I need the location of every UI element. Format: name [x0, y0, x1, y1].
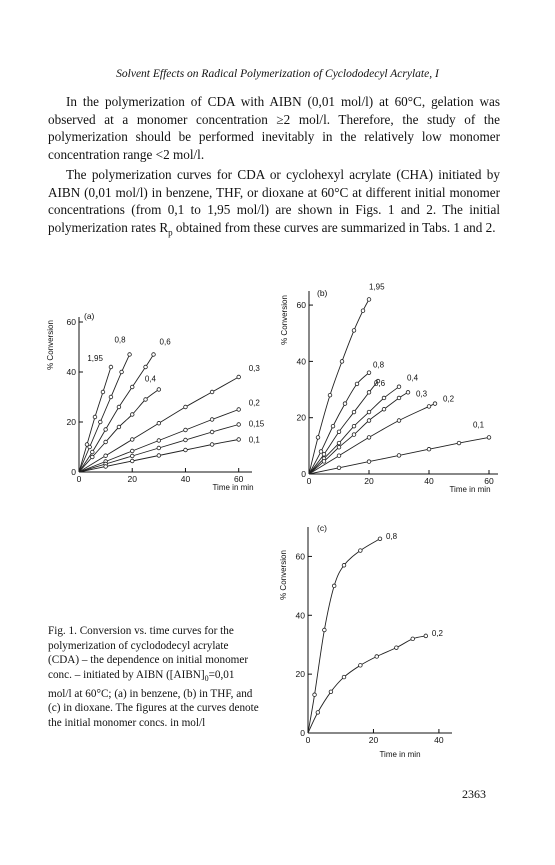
- data-point: [329, 690, 333, 694]
- y-tick-label: 60: [295, 551, 305, 562]
- series-label: 0,2: [248, 398, 260, 408]
- x-axis-title: Time in min: [212, 483, 254, 492]
- y-tick-label: 0: [71, 467, 76, 477]
- series-label: 0,15: [248, 419, 265, 429]
- y-axis-title: % Conversion: [46, 320, 55, 370]
- x-tick-label: 60: [233, 474, 244, 484]
- series-label: 0,4: [144, 374, 156, 384]
- paragraph-2-text-b: obtained from these curves are summarized in Tabs. 1 and 2.: [172, 219, 496, 235]
- x-tick-label: 40: [424, 476, 434, 486]
- series-label: 0,3: [248, 364, 260, 373]
- panel-label: (a): [84, 311, 95, 321]
- data-point: [395, 646, 399, 650]
- data-point: [375, 655, 379, 659]
- series-label: 0,6: [159, 337, 171, 347]
- series-label: 0,6: [374, 379, 386, 389]
- series-label: 0,8: [386, 531, 398, 541]
- series-label: 0,1: [473, 420, 485, 430]
- series-label: 1,95: [369, 282, 385, 292]
- y-tick-label: 60: [296, 300, 306, 311]
- series-label: 0,8: [373, 360, 385, 370]
- data-point: [359, 549, 363, 553]
- y-tick-label: 40: [296, 356, 306, 367]
- x-axis-title: Time in min: [379, 750, 421, 759]
- paragraph-2-text-a: The polymerization curves for CDA or cyclohexyl acrylate (CHA) initiated by AIBN (0,01 mol/l) in benzene, THF, or dioxane at 60°C at different initial monomer concentrations (from 0,1 to 1,95 mol/l) are shown in Figs. 1 and 2. The initial polymerization rates R: [48, 167, 500, 235]
- data-point: [332, 584, 336, 588]
- x-tick-label: 0: [76, 474, 82, 484]
- series-label: 0,3: [416, 389, 428, 399]
- y-tick-label: 20: [66, 417, 76, 427]
- x-tick-label: 20: [127, 474, 137, 484]
- running-head: Solvent Effects on Radical Polymerization of Cyclododecyl Acrylate, I: [116, 68, 439, 80]
- panel-label: (c): [317, 523, 327, 533]
- y-tick-label: 0: [300, 728, 305, 738]
- series-label: 0,4: [407, 373, 419, 383]
- x-tick-label: 40: [434, 735, 444, 745]
- y-tick-label: 0: [301, 469, 306, 479]
- x-tick-label: 0: [305, 735, 311, 745]
- data-point: [323, 628, 327, 632]
- x-axis-title: Time in min: [449, 485, 491, 494]
- series-line-0-8: [308, 539, 380, 733]
- data-point: [378, 537, 382, 541]
- data-point: [342, 675, 346, 679]
- x-tick-label: 60: [484, 476, 494, 486]
- y-axis-title: % Conversion: [279, 550, 288, 600]
- x-tick-label: 40: [180, 474, 191, 484]
- y-tick-label: 20: [295, 669, 305, 680]
- data-point: [359, 664, 363, 668]
- caption-subscript: 0: [204, 674, 209, 684]
- caption-text-b: =0,01 mol/l at 60°C; (a) in benzene, (b) in THF, and (c) in dioxane. The figures at the curves denote the initial monomer concs. in mol/l: [48, 668, 259, 729]
- data-point: [316, 711, 320, 715]
- data-point: [424, 634, 428, 638]
- panel-label: (b): [317, 288, 328, 298]
- y-tick-label: 60: [66, 317, 76, 327]
- series-label: 0,2: [431, 628, 443, 638]
- x-tick-label: 20: [364, 476, 374, 486]
- y-tick-label: 20: [296, 412, 306, 423]
- data-point: [342, 563, 346, 567]
- data-point: [313, 693, 317, 697]
- data-point: [411, 637, 415, 641]
- rate-subscript: p: [168, 227, 173, 238]
- y-tick-label: 40: [66, 367, 76, 377]
- series-label: 0,1: [248, 435, 260, 445]
- series-label: 0,8: [114, 335, 126, 345]
- x-tick-label: 0: [306, 476, 312, 486]
- caption-text-a: Fig. 1. Conversion vs. time curves for the polymerization of cyclododecyl acrylate (CDA) – the dependence on initial monomer conc. – initiated by AIBN ([AIBN]: [48, 625, 249, 681]
- series-label: 1,95: [87, 354, 103, 363]
- x-tick-label: 20: [368, 735, 379, 745]
- body-paragraph-1: In the polymerization of CDA with AIBN (0,01 mol/l) at 60°C, gelation was observed at a monomer concentration ≥2 mol/l. Therefore, the study of the polymerization should be performed inevitably in the relatively low monomer concentration range <2 mol/l.: [48, 94, 500, 162]
- series-line-0-2: [308, 636, 426, 733]
- page-number: 2363: [462, 787, 486, 801]
- y-tick-label: 40: [295, 610, 305, 621]
- figure-caption: [48, 624, 260, 730]
- series-label: 0,2: [443, 394, 455, 404]
- y-axis-title: % Conversion: [280, 295, 289, 345]
